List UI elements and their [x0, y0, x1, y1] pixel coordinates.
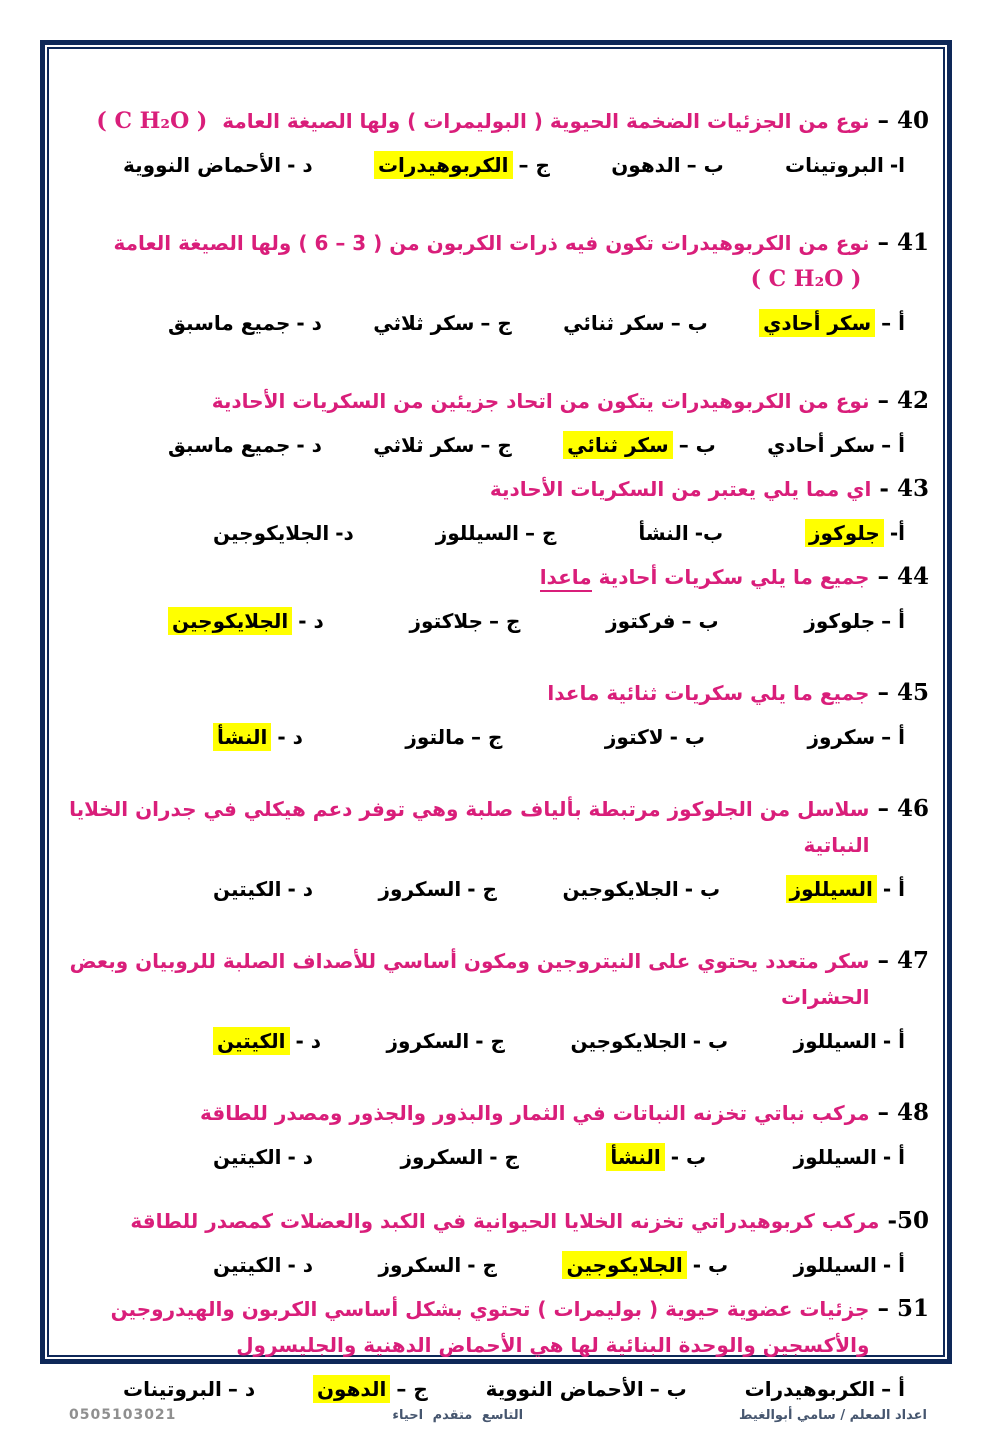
underlined-word: ماعدا	[540, 565, 592, 592]
question-text-main: جميع ما يلي سكريات ثنائية ماعدا	[547, 681, 870, 705]
option-letter: أ -	[882, 1029, 905, 1053]
option-d	[123, 1371, 255, 1407]
option-text: جلوكوز	[805, 519, 884, 547]
option-d	[213, 515, 354, 551]
option-letter: ج –	[518, 153, 550, 177]
option-letter: ب –	[670, 311, 708, 335]
option-text: الأحماض النووية	[485, 1377, 644, 1401]
option-b	[606, 603, 718, 639]
options-row	[63, 1371, 929, 1407]
option-text: البروتينات	[784, 153, 884, 177]
option-letter: ا-	[889, 153, 905, 177]
option-c	[313, 1371, 428, 1407]
option-text: السيللوز	[793, 1029, 877, 1053]
question-text-main: نوع من الكربوهيدرات تكون فيه ذرات الكربون من ( 3 – 6 ) ولها الصيغة العامة	[113, 231, 870, 255]
option-a	[794, 1023, 905, 1059]
option-text: سكر ثنائي	[563, 431, 673, 459]
option-text: الدهون	[313, 1375, 390, 1403]
option-letter: ب -	[669, 725, 706, 749]
question-head	[63, 1095, 929, 1131]
option-d	[168, 603, 324, 639]
option-text: السكروز	[378, 877, 462, 901]
option-text: النشأ	[638, 521, 689, 545]
option-b	[563, 427, 716, 463]
question-text-main: سكر متعدد يحتوي على النيتروجين ومكون أساسي للأصداف الصلبة للروبيان وبعض الحشرات	[69, 949, 870, 1009]
option-a	[804, 603, 905, 639]
option-letter: ج -	[467, 877, 497, 901]
footer-author: اعداد المعلم / سامي أبوالغيط	[739, 1408, 927, 1423]
question-text-main: مركب نباتي تخزنه النباتات في الثمار والبذور والجذور ومصدر للطاقة	[199, 1101, 870, 1125]
footer-course: التاسع متقدم احياء	[392, 1408, 524, 1423]
option-letter: ب -	[670, 1145, 707, 1169]
question-number: 48 –	[877, 1099, 929, 1126]
option-d	[213, 719, 303, 755]
option-letter: ب –	[686, 153, 724, 177]
option-text: سكر ثلاثي	[373, 311, 475, 335]
option-a	[785, 147, 905, 183]
option-text: السكروز	[400, 1145, 484, 1169]
questions-area	[49, 49, 943, 1407]
question-text	[63, 225, 869, 297]
question-47	[63, 943, 929, 1059]
footer-phone: 0505103021	[69, 1407, 177, 1423]
option-text: الدهون	[611, 153, 681, 177]
option-text: جلاكتوز	[409, 609, 483, 633]
option-letter: د -	[296, 433, 322, 457]
question-51	[63, 1291, 929, 1407]
option-text: الجلايكوجين	[570, 1029, 687, 1053]
option-d	[213, 1023, 321, 1059]
option-text: النشأ	[213, 723, 271, 751]
option-text: جميع ماسبق	[168, 311, 291, 335]
option-letter: د-	[335, 521, 354, 545]
question-number: 42 –	[877, 387, 929, 414]
options-row	[63, 603, 929, 639]
question-text	[63, 103, 869, 139]
option-text: مالتوز	[405, 725, 466, 749]
option-a	[745, 1371, 905, 1407]
option-text: الجلايكوجين	[213, 521, 330, 545]
question-head	[63, 471, 929, 507]
option-text: جميع ماسبق	[168, 433, 291, 457]
options-row	[63, 1023, 929, 1059]
question-head	[63, 1291, 929, 1363]
question-48	[63, 1095, 929, 1175]
question-number: 51 –	[877, 1295, 929, 1322]
option-text: الجلايكوجين	[562, 1251, 686, 1279]
option-a	[794, 1139, 905, 1175]
option-letter: ب-	[694, 521, 724, 545]
option-text: الأحماض النووية	[123, 153, 282, 177]
question-text-main: مركب كربوهيدراتي تخزنه الخلايا الحيوانية في الكبد والعضلات كمصدر للطاقة	[130, 1209, 880, 1233]
option-d	[213, 1247, 313, 1283]
option-letter: ب –	[649, 1377, 687, 1401]
option-text: السيللوز	[793, 1145, 877, 1169]
option-text: الكيتين	[213, 1145, 282, 1169]
option-c	[436, 515, 557, 551]
page-border	[40, 40, 952, 1423]
option-text: البروتينات	[123, 1377, 222, 1401]
option-a	[759, 305, 905, 341]
option-text: جلوكوز	[804, 609, 876, 633]
question-46	[63, 791, 929, 907]
option-letter: د -	[296, 311, 322, 335]
option-letter: د -	[287, 1253, 314, 1277]
question-head	[63, 675, 929, 711]
option-letter: د -	[295, 1029, 322, 1053]
question-number: 41 –	[877, 229, 929, 256]
question-44	[63, 559, 929, 639]
question-text	[63, 1203, 879, 1239]
option-b	[486, 1371, 687, 1407]
question-45	[63, 675, 929, 755]
option-text: لاكتوز	[604, 725, 664, 749]
question-text	[63, 471, 871, 507]
option-a	[767, 427, 905, 463]
question-text-main: جميع ما يلي سكريات أحادية	[598, 565, 870, 589]
question-number: 40 –	[877, 107, 929, 134]
question-text-main: سلاسل من الجلوكوز مرتبطة بألياف صلبة وهي توفر دعم هيكلي في جدران الخلايا النباتية	[69, 797, 870, 857]
option-letter: د -	[287, 153, 313, 177]
option-letter: أ-	[889, 521, 905, 545]
option-letter: أ -	[882, 1253, 905, 1277]
question-text	[63, 1095, 869, 1131]
option-c	[379, 1247, 497, 1283]
question-42	[63, 383, 929, 463]
option-text: سكروز	[807, 725, 876, 749]
option-d	[213, 871, 313, 907]
option-text: الجلايكوجين	[168, 607, 292, 635]
option-c	[387, 1023, 505, 1059]
option-c	[373, 305, 512, 341]
option-letter: د -	[298, 609, 324, 633]
option-letter: أ –	[881, 725, 905, 749]
option-letter: ج -	[467, 1253, 497, 1277]
option-text: الكيتين	[213, 1253, 282, 1277]
options-row	[63, 1247, 929, 1283]
question-head	[63, 383, 929, 419]
option-letter: أ -	[882, 1145, 905, 1169]
option-b	[638, 515, 723, 551]
question-number: 43 -	[879, 475, 929, 502]
option-letter: ج –	[525, 521, 557, 545]
question-text-main: اي مما يلي يعتبر من السكريات الأحادية	[489, 477, 872, 501]
option-text: السيللوز	[435, 521, 519, 545]
option-letter: أ –	[881, 311, 905, 335]
option-c	[374, 147, 550, 183]
question-number: 46 –	[877, 795, 929, 822]
option-letter: ب –	[678, 433, 716, 457]
option-b	[563, 305, 708, 341]
question-head	[63, 559, 929, 595]
option-b	[611, 147, 723, 183]
page-footer	[49, 1407, 943, 1435]
question-text	[63, 675, 869, 711]
option-text: الجلايكوجين	[562, 877, 679, 901]
option-letter: د -	[277, 725, 303, 749]
option-text: الكربوهيدرات	[744, 1377, 876, 1401]
option-text: الكيتين	[213, 1027, 290, 1055]
option-c	[410, 603, 521, 639]
option-c	[401, 1139, 519, 1175]
question-41	[63, 225, 929, 341]
option-letter: ج –	[480, 433, 512, 457]
question-text	[63, 943, 869, 1015]
option-b	[606, 1139, 706, 1175]
question-head	[63, 791, 929, 863]
option-text: السيللوز	[793, 1253, 877, 1277]
option-text: فركتوز	[606, 609, 676, 633]
question-text	[63, 791, 869, 863]
question-text-main: نوع من الجزئيات الضخمة الحيوية ( البوليمرات ) ولها الصيغة العامة	[222, 109, 870, 133]
option-d	[168, 305, 322, 341]
question-50	[63, 1203, 929, 1283]
question-text	[63, 383, 869, 419]
option-letter: أ –	[881, 433, 905, 457]
option-letter: أ –	[881, 1377, 905, 1401]
options-row	[63, 719, 929, 755]
page-border-inner	[47, 47, 945, 1423]
option-c	[373, 427, 512, 463]
option-letter: أ –	[881, 609, 905, 633]
question-head	[63, 1203, 929, 1239]
option-a	[805, 515, 905, 551]
question-number: 50-	[887, 1207, 929, 1234]
options-row	[63, 871, 929, 907]
question-head	[63, 943, 929, 1015]
option-text: الكيتين	[213, 877, 282, 901]
question-head	[63, 225, 929, 297]
question-43	[63, 471, 929, 551]
option-text: الكربوهيدرات	[374, 151, 513, 179]
option-text: سكر أحادي	[759, 309, 875, 337]
chemical-formula: ( C H₂O )	[96, 108, 208, 134]
question-number: 45 –	[877, 679, 929, 706]
option-text: السكروز	[378, 1253, 462, 1277]
chemical-formula: ( C H₂O )	[750, 266, 862, 292]
options-row	[63, 1139, 929, 1175]
question-40	[63, 103, 929, 183]
option-c	[379, 871, 497, 907]
option-letter: ب -	[692, 1029, 729, 1053]
options-row	[63, 147, 929, 183]
option-a	[786, 871, 905, 907]
option-text: السيللوز	[786, 875, 877, 903]
option-letter: ب -	[684, 877, 721, 901]
option-b	[562, 871, 720, 907]
question-text	[63, 559, 869, 595]
option-text: سكر ثنائي	[563, 311, 665, 335]
question-head	[63, 103, 929, 139]
option-letter: ج –	[480, 311, 512, 335]
options-row	[63, 305, 929, 341]
options-row	[63, 427, 929, 463]
option-letter: ج -	[489, 1145, 519, 1169]
option-text: السكروز	[386, 1029, 470, 1053]
option-b	[562, 1247, 728, 1283]
option-d	[213, 1139, 313, 1175]
option-b	[605, 719, 705, 755]
option-letter: ب -	[692, 1253, 729, 1277]
option-text: سكر ثلاثي	[373, 433, 475, 457]
option-letter: ج -	[475, 1029, 505, 1053]
option-a	[794, 1247, 905, 1283]
option-letter: د –	[227, 1377, 256, 1401]
question-text	[63, 1291, 869, 1363]
option-letter: ج –	[488, 609, 521, 633]
option-letter: أ -	[882, 877, 905, 901]
option-letter: ج –	[471, 725, 503, 749]
option-letter: د -	[287, 877, 314, 901]
options-row	[63, 515, 929, 551]
option-b	[570, 1023, 728, 1059]
option-d	[123, 147, 313, 183]
question-text-main: جزئيات عضوية حيوية ( بوليمرات ) تحتوي بشكل أساسي الكربون والهيدروجين والأكسجين والوحدة البنائية لها هي الأحماض الدهنية والجليسرول	[110, 1297, 870, 1357]
option-text: سكر أحادي	[767, 433, 876, 457]
option-a	[807, 719, 905, 755]
option-d	[168, 427, 322, 463]
option-text: النشأ	[606, 1143, 664, 1171]
option-letter: ب –	[681, 609, 719, 633]
question-text-main: نوع من الكربوهيدرات يتكون من اتحاد جزيئين من السكريات الأحادية	[211, 389, 870, 413]
option-letter: ج –	[396, 1377, 428, 1401]
question-number: 44 –	[877, 563, 929, 590]
question-number: 47 –	[877, 947, 929, 974]
option-letter: د -	[287, 1145, 314, 1169]
option-c	[405, 719, 502, 755]
